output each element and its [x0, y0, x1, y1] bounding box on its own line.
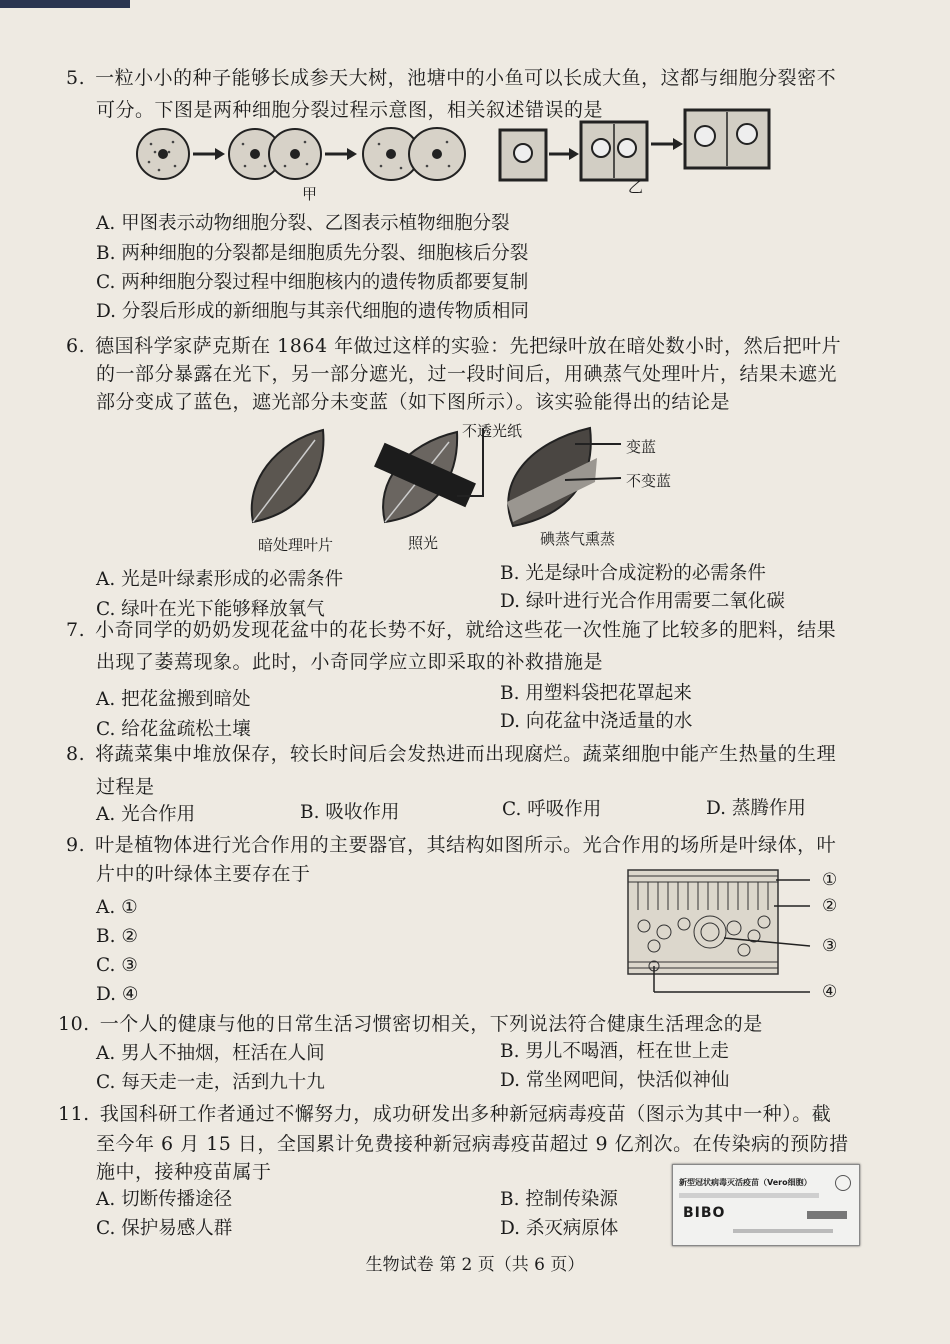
q5-option-a[interactable]: A. 甲图表示动物细胞分裂、乙图表示植物细胞分裂 [96, 213, 510, 234]
q7-option-d[interactable]: D. 向花盆中浇适量的水 [500, 711, 693, 732]
leaf-mark-4: ④ [822, 982, 838, 1002]
label-illumination: 照光 [408, 534, 439, 552]
label-iodine-vapor: 碘蒸气熏蒸 [540, 530, 616, 548]
vaccine-box-logo-icon [835, 1175, 851, 1191]
q11-line2: 至今年 6 月 15 日，全国累计免费接种新冠病毒疫苗超过 9 亿剂次。在传染病的预防措 [96, 1133, 849, 1155]
label-turns-blue: 变蓝 [626, 438, 657, 456]
q8-option-a[interactable]: A. 光合作用 [96, 804, 196, 825]
q7-line2: 出现了萎蔫现象。此时，小奇同学应立即采取的补救措施是 [96, 651, 604, 673]
dark-treated-leaf [252, 430, 324, 522]
vaccine-box-title: 新型冠状病毒灭活疫苗（Vero细胞） [679, 1178, 812, 1187]
q5-cell-division-figure [135, 122, 785, 200]
q6-line1: 6. 德国科学家萨克斯在 1864 年做过这样的实验：先把绿叶放在暗处数小时，然后把叶片 [66, 335, 842, 357]
iodine-treated-leaf [507, 428, 621, 526]
vaccine-box-tag [807, 1211, 847, 1219]
q10-option-b[interactable]: B. 男儿不喝酒，枉在世上走 [500, 1041, 729, 1062]
q7-option-b[interactable]: B. 用塑料袋把花罩起来 [500, 683, 692, 704]
q5-line2: 可分。下图是两种细胞分裂过程示意图，相关叙述错误的是 [96, 99, 604, 121]
leaf-mark-1: ① [822, 870, 838, 890]
q11-option-c[interactable]: C. 保护易感人群 [96, 1218, 233, 1239]
q6-line3: 部分变成了蓝色，遮光部分未变蓝（如下图所示）。该实验能得出的结论是 [96, 391, 731, 413]
q11-option-d[interactable]: D. 杀灭病原体 [500, 1218, 619, 1239]
q6-line2: 的一部分暴露在光下，另一部分遮光，过一段时间后，用碘蒸气处理叶片，结果未遮光 [96, 363, 838, 385]
q6-option-d[interactable]: D. 绿叶进行光合作用需要二氧化碳 [500, 591, 785, 612]
q9-leaf-cross-section-figure [624, 866, 824, 986]
q11-line3: 施中，接种疫苗属于 [96, 1161, 272, 1183]
q9-line2: 片中的叶绿体主要存在于 [96, 863, 311, 885]
label-not-blue: 不变蓝 [626, 472, 672, 490]
q5-line1: 5. 一粒小小的种子能够长成参天大树，池塘中的小鱼可以长成大鱼，这都与细胞分裂密不 [66, 67, 837, 89]
q5-option-b[interactable]: B. 两种细胞的分裂都是细胞质先分裂、细胞核后分裂 [96, 243, 529, 264]
figure-label-yi: 乙 [628, 178, 644, 196]
scan-edge-bar [0, 0, 130, 8]
animal-cell-figure [137, 128, 465, 180]
q9-option-a[interactable]: A. ① [96, 897, 138, 918]
q11-option-a[interactable]: A. 切断传播途径 [96, 1189, 233, 1210]
q5-option-d[interactable]: D. 分裂后形成的新细胞与其亲代细胞的遗传物质相同 [96, 301, 529, 322]
leaf-mark-2: ② [822, 896, 838, 916]
q6-option-c[interactable]: C. 绿叶在光下能够释放氧气 [96, 599, 325, 620]
q5-option-c[interactable]: C. 两种细胞分裂过程中细胞核内的遗传物质都要复制 [96, 272, 529, 293]
vaccine-box-photo [672, 1164, 860, 1246]
q11-line1: 11. 我国科研工作者通过不懈努力，成功研发出多种新冠病毒疫苗（图示为其中一种）。截 [58, 1103, 832, 1125]
q7-option-a[interactable]: A. 把花盆搬到暗处 [96, 689, 251, 710]
q7-line1: 7. 小奇同学的奶奶发现花盆中的花长势不好，就给这些花一次性施了比较多的肥料，结果 [66, 619, 837, 641]
label-opaque-paper: 不透光纸 [462, 422, 523, 440]
q6-option-b[interactable]: B. 光是绿叶合成淀粉的必需条件 [500, 563, 766, 584]
q10-option-c[interactable]: C. 每天走一走，活到九十九 [96, 1072, 325, 1093]
q8-option-d[interactable]: D. 蒸腾作用 [706, 798, 806, 819]
page-footer: 生物试卷 第 2 页（共 6 页） [365, 1255, 585, 1275]
q10-option-d[interactable]: D. 常坐网吧间，快活似神仙 [500, 1070, 730, 1091]
q9-option-b[interactable]: B. ② [96, 926, 138, 947]
figure-label-jia: 甲 [302, 185, 318, 203]
label-dark-treated: 暗处理叶片 [258, 536, 334, 554]
q6-option-a[interactable]: A. 光是叶绿素形成的必需条件 [96, 569, 344, 590]
light-leaf-with-paper [374, 428, 483, 522]
q8-line1: 8. 将蔬菜集中堆放保存，较长时间后会发热进而出现腐烂。蔬菜细胞中能产生热量的生理 [66, 743, 837, 765]
leaf-mark-3: ③ [822, 936, 838, 956]
q8-option-b[interactable]: B. 吸收作用 [300, 802, 400, 823]
q10-option-a[interactable]: A. 男人不抽烟，枉活在人间 [96, 1043, 325, 1064]
q9-line1: 9. 叶是植物体进行光合作用的主要器官，其结构如图所示。光合作用的场所是叶绿体，叶 [66, 834, 837, 856]
q9-option-c[interactable]: C. ③ [96, 955, 138, 976]
vaccine-box-strip [679, 1193, 819, 1198]
vaccine-box-brand: BIBO [683, 1205, 726, 1221]
q8-line2: 过程是 [96, 776, 155, 798]
q9-option-d[interactable]: D. ④ [96, 984, 139, 1005]
q8-option-c[interactable]: C. 呼吸作用 [502, 799, 602, 820]
q11-option-b[interactable]: B. 控制传染源 [500, 1189, 618, 1210]
q7-option-c[interactable]: C. 给花盆疏松土壤 [96, 719, 251, 740]
vaccine-box-footer-strip [733, 1229, 833, 1233]
q10-line1: 10. 一个人的健康与他的日常生活习惯密切相关，下列说法符合健康生活理念的是 [58, 1013, 763, 1035]
